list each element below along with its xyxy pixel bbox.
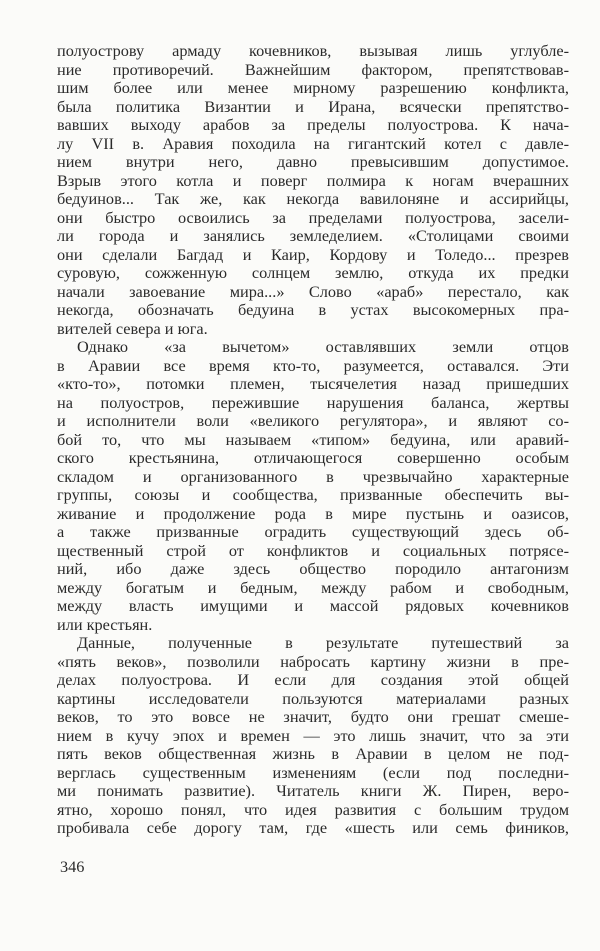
page-body: [57, 42, 569, 838]
text-line: вителей севера и юга.: [57, 318, 208, 338]
text-line: пять веков общественная жизнь в Аравии в целом не под-: [57, 744, 569, 763]
text-line: пробивала себе дорогу там, где «шесть или семь фиников,: [57, 818, 569, 837]
text-line: они быстро освоились за пределами полуострова, засели-: [57, 207, 569, 227]
text-line: верглась существенным изменениям (если под последни-: [57, 762, 569, 782]
text-line: они сделали Багдад и Каир, Кордову и Толедо... презрев: [57, 244, 569, 264]
text-line: вавших выходу арабов за пределы полуострова. К нача-: [57, 115, 569, 134]
text-line: на полуостров, пережившие нарушения баланса, жертвы: [57, 392, 569, 412]
text-line: бедуинов... Так же, как некогда вавилоняне и ассирийцы,: [57, 189, 569, 208]
text-line: а также призванные оградить существующий здесь об-: [57, 522, 569, 541]
text-line: картины исследователи пользуются материалами разных: [57, 688, 569, 708]
text-line: начали завоевание мира...» Слово «араб» перестало, как: [57, 281, 569, 301]
paragraph: [57, 338, 569, 634]
text-line: была политика Византии и Ирана, всячески препятство-: [57, 96, 569, 116]
text-line: щественный строй от конфликтов и социальных потрясе-: [57, 540, 569, 560]
text-line: веков, то это вовсе не значит, будто они грешат смеше-: [57, 707, 569, 726]
text-line: ского крестьянина, отличающегося совершенно особым: [57, 448, 569, 467]
text-line: шим более или менее мирному разрешению конфликта,: [57, 78, 569, 97]
text-line: лу VII в. Аравия походила на гигантский котел с давле-: [57, 133, 569, 153]
text-line: суровую, сожженную солнцем землю, откуда их предки: [57, 263, 569, 282]
text-line: ний, ибо даже здесь общество породило антагонизм: [57, 559, 569, 578]
text-line: или крестьян.: [57, 614, 153, 634]
text-line: нием внутри него, давно превысившим допустимое.: [57, 152, 569, 171]
text-line: Взрыв этого котла и поверг полмира к ногам вчерашних: [57, 170, 569, 190]
text-line: Данные, полученные в результате путешествий за: [77, 633, 569, 652]
text-line: ми понимать развитие). Читатель книги Ж. Пирен, веро-: [57, 781, 569, 800]
page-number: 346: [60, 857, 85, 876]
text-line: ли города и занялись земледелием. «Столицами своими: [57, 226, 569, 245]
text-line: нием в кучу эпох и времен — это лишь значит, что за эти: [57, 725, 569, 745]
paragraph: [57, 634, 569, 838]
text-line: складом и организованного в чрезвычайно характерные: [57, 466, 569, 486]
text-line: бой то, что мы называем «типом» бедуина, или аравий-: [57, 429, 569, 449]
text-line: между власть имущими и массой рядовых кочевников: [57, 596, 569, 615]
text-line: ние противоречий. Важнейшим фактором, препятствовав-: [57, 59, 569, 79]
text-line: между богатым и бедным, между рабом и свободным,: [57, 577, 569, 597]
text-line: «пять веков», позволили набросать картину жизни в пре-: [57, 651, 569, 671]
text-line: и исполнители воли «великого регулятора», и являют со-: [57, 411, 569, 430]
text-line: «кто-то», потомки племен, тысячелетия назад пришедших: [57, 374, 569, 393]
text-line: ятно, хорошо понял, что идея развития с большим трудом: [57, 799, 569, 819]
text-line: в Аравии все время кто-то, разумеется, оставался. Эти: [57, 355, 569, 375]
text-line: полуострову армаду кочевников, вызывая лишь углубле-: [57, 41, 569, 60]
text-line: группы, союзы и сообщества, призванные обеспечить вы-: [57, 485, 569, 504]
text-line: делах полуострова. И если для создания этой общей: [57, 670, 569, 689]
text-line: живание и продолжение рода в мире пустынь и оазисов,: [57, 503, 569, 523]
paragraph: [57, 42, 569, 338]
text-line: Однако «за вычетом» оставлявших земли отцов: [77, 337, 569, 356]
text-line: некогда, обозначать бедуина в устах высокомерных пра-: [57, 300, 569, 319]
